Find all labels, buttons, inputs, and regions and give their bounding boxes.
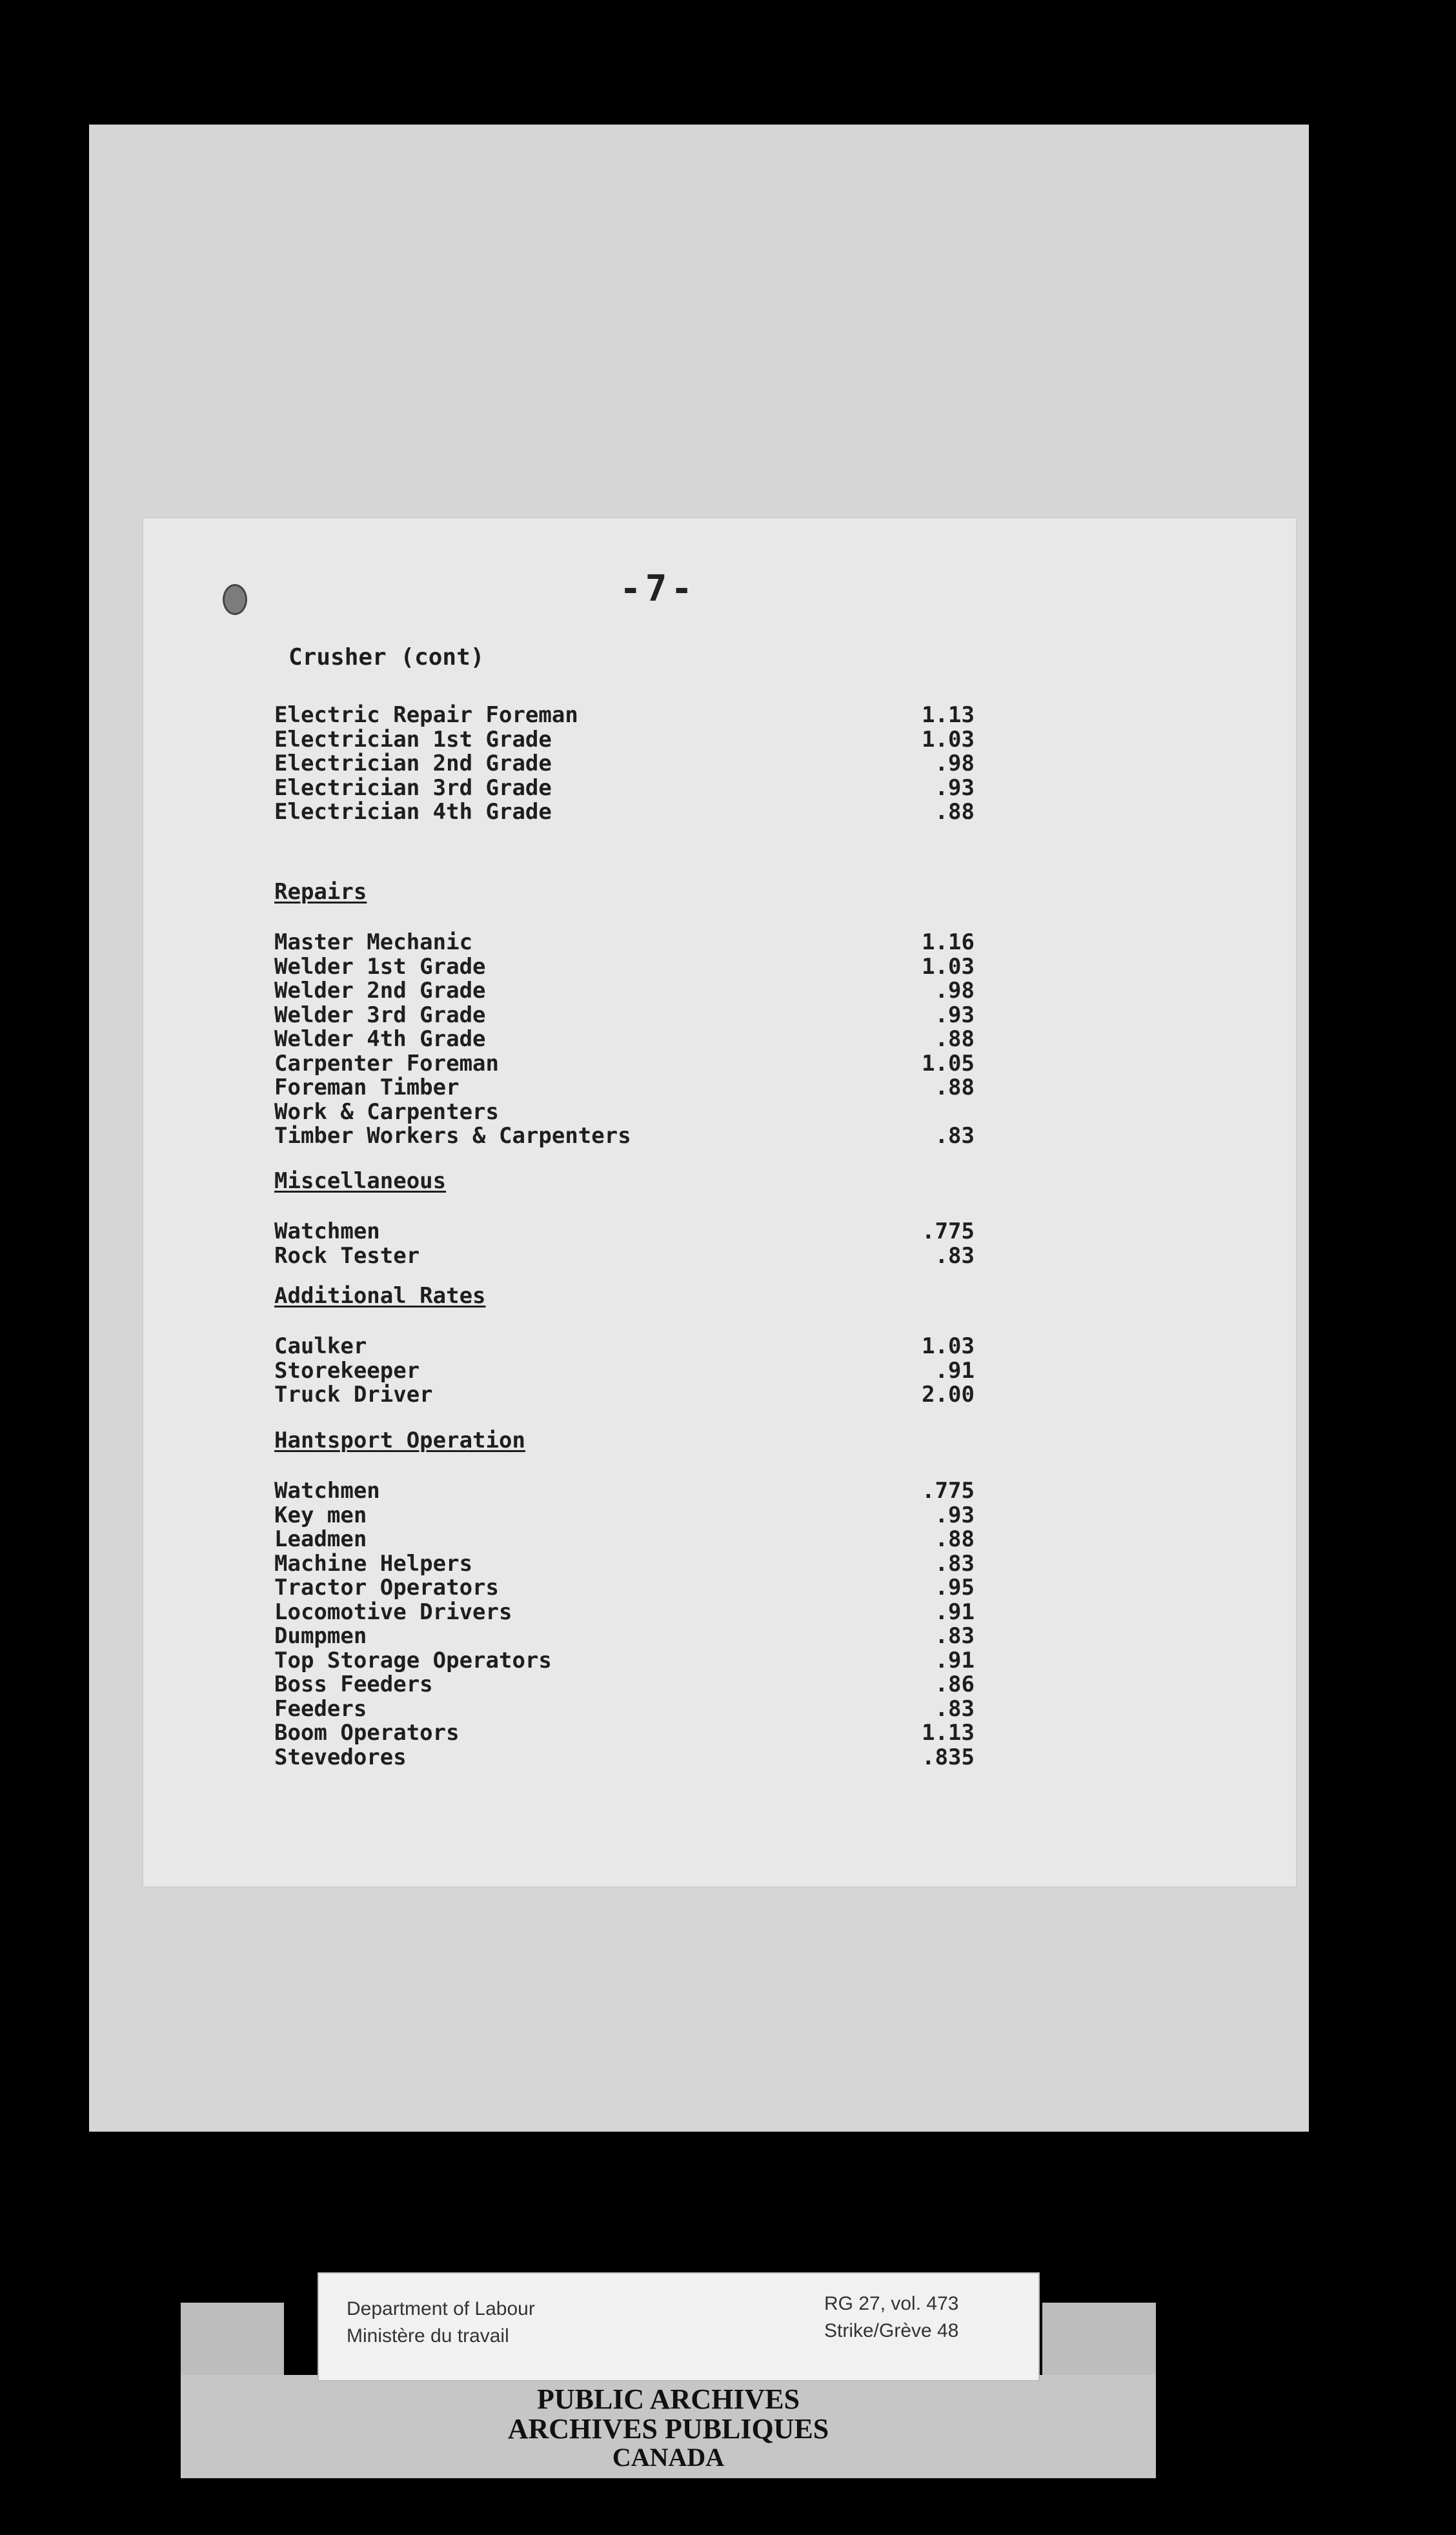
dept-french: Ministère du travail <box>347 2325 509 2347</box>
page-heading: Crusher (cont) <box>288 644 485 671</box>
rate-row-value: .775 <box>922 1218 975 1244</box>
stamp-line-2: ARCHIVES PUBLIQUES <box>507 2413 829 2445</box>
rate-row-name: Electrician 3rd Grade <box>274 774 552 801</box>
rate-row-name: Caulker <box>274 1333 367 1359</box>
rate-row-name: Timber Workers & Carpenters <box>274 1123 631 1149</box>
rate-row-value: .83 <box>935 1623 975 1649</box>
archive-stamp <box>181 2375 1156 2478</box>
rate-row-name: Rock Tester <box>274 1242 420 1269</box>
rate-row-name: Welder 1st Grade <box>274 953 486 980</box>
section-title: Repairs <box>274 879 367 905</box>
rate-row-name: Master Mechanic <box>274 929 473 955</box>
rate-row-value: .93 <box>935 774 975 801</box>
rate-row-name: Top Storage Operators <box>274 1647 552 1673</box>
rate-row-name: Locomotive Drivers <box>274 1599 512 1625</box>
rate-row-name: Watchmen <box>274 1478 380 1504</box>
rate-row-value: .91 <box>935 1647 975 1673</box>
rate-row-value: .88 <box>935 1526 975 1552</box>
rate-row-value: .95 <box>935 1575 975 1601</box>
rate-row-name: Electrician 1st Grade <box>274 726 552 752</box>
rate-row-value: .775 <box>922 1478 975 1504</box>
punch-hole <box>223 584 247 615</box>
rate-row-name: Boss Feeders <box>274 1671 433 1697</box>
rate-row-value: .93 <box>935 1502 975 1528</box>
rate-row-value: .88 <box>935 1075 975 1100</box>
archive-reference-label <box>318 2272 1040 2381</box>
rate-row-name: Welder 2nd Grade <box>274 978 486 1004</box>
rate-row-value: 1.05 <box>922 1050 975 1076</box>
reference-volume: RG 27, vol. 473 <box>824 2293 959 2314</box>
rate-row-name: Electric Repair Foreman <box>274 702 578 728</box>
rate-row-value: .98 <box>935 751 975 776</box>
rate-row-name: Tractor Operators <box>274 1575 499 1601</box>
rate-row-name: Leadmen <box>274 1526 367 1552</box>
dept-english: Department of Labour <box>347 2298 535 2319</box>
rate-row-value: 1.03 <box>922 953 975 980</box>
rate-row-value: .83 <box>935 1695 975 1722</box>
rate-row-name: Watchmen <box>274 1218 380 1244</box>
rate-row-value: .88 <box>935 1026 975 1052</box>
rate-row-name: Machine Helpers <box>274 1550 473 1577</box>
rate-row-name: Dumpmen <box>274 1623 367 1649</box>
rate-row-value: .83 <box>935 1242 975 1269</box>
rate-row-name: Welder 3rd Grade <box>274 1002 486 1028</box>
rate-row-name: Storekeeper <box>274 1357 420 1384</box>
rate-row-value: 1.03 <box>922 726 975 752</box>
rate-row-name: Work & Carpenters <box>274 1098 499 1125</box>
rate-row-value: .91 <box>935 1599 975 1625</box>
rate-row-name: Stevedores <box>274 1744 407 1770</box>
stamp-line-3: CANADA <box>612 2443 725 2472</box>
rate-row-value: .83 <box>935 1123 975 1149</box>
reference-strike: Strike/Grève 48 <box>824 2320 959 2341</box>
rate-row-value: 1.03 <box>922 1333 975 1359</box>
rate-row-name: Key men <box>274 1502 367 1528</box>
rate-row-value: 2.00 <box>922 1382 975 1408</box>
rate-row-name: Boom Operators <box>274 1720 460 1746</box>
rate-row-name: Electrician 2nd Grade <box>274 751 552 776</box>
rate-row-name: Foreman Timber <box>274 1075 460 1100</box>
rate-row-value: 1.13 <box>922 702 975 728</box>
page-number: -7- <box>620 568 697 610</box>
section-title: Additional Rates <box>274 1283 486 1309</box>
rate-row-value: .93 <box>935 1002 975 1028</box>
rate-row-value: .88 <box>935 799 975 825</box>
rate-row-name: Welder 4th Grade <box>274 1026 486 1052</box>
rate-row-value: .83 <box>935 1550 975 1577</box>
rate-row-name: Carpenter Foreman <box>274 1050 499 1076</box>
rate-row-value: .91 <box>935 1357 975 1384</box>
rate-row-value: 1.16 <box>922 929 975 955</box>
rate-row-value: .86 <box>935 1671 975 1697</box>
rate-row-name: Truck Driver <box>274 1382 433 1408</box>
rate-row-name: Feeders <box>274 1695 367 1722</box>
section-title: Miscellaneous <box>274 1168 447 1194</box>
section-title: Hantsport Operation <box>274 1428 525 1453</box>
stamp-line-1: PUBLIC ARCHIVES <box>536 2383 800 2415</box>
rate-row-value: .835 <box>922 1744 975 1770</box>
rate-row-name: Electrician 4th Grade <box>274 799 552 825</box>
rate-row-value: .98 <box>935 978 975 1004</box>
rate-row-value: 1.13 <box>922 1720 975 1746</box>
